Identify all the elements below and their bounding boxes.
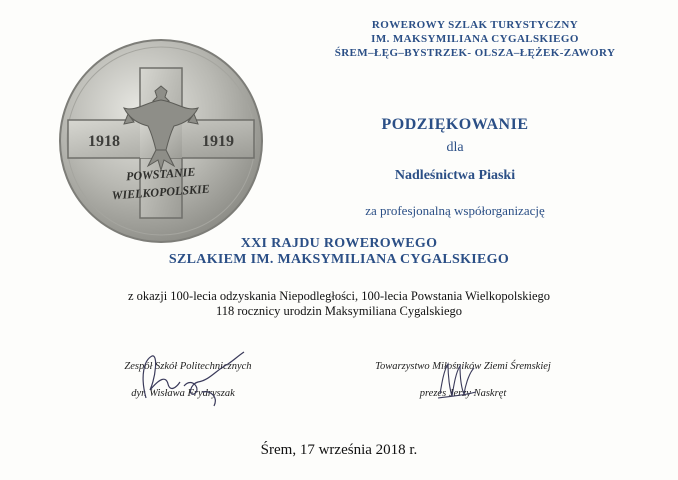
left-handwritten-signature [132, 346, 252, 412]
occasion-text [40, 289, 638, 319]
header-line-1: ROWEROWY SZLAK TURYSTYCZNY [371, 19, 579, 31]
left-signatory-org: Zespół Szkół Politechnicznych [124, 361, 252, 372]
right-signatory-name: prezes Jerzy Naskręt [419, 388, 507, 399]
right-handwritten-signature [434, 356, 480, 404]
trail-header [300, 18, 650, 60]
medal-year-right: 1919 [202, 133, 234, 150]
event-line-1: XXI RAJDU ROWEROWEGO [240, 236, 438, 251]
medal-inscription-line2: WIELKOPOLSKIE [111, 181, 211, 203]
right-signatory-org: Towarzystwo Miłośników Ziemi Śremskiej [375, 361, 551, 372]
event-line-2: SZLAKIEM IM. MAKSYMILIANA CYGALSKIEGO [168, 252, 510, 267]
recipient-name: Nadleśnictwa Piaski [394, 168, 516, 183]
for-word: dla [446, 140, 464, 155]
commemorative-medal [58, 38, 264, 244]
occasion-line-1: z okazji 100-lecia odzyskania Niepodległości, 100-lecia Powstania Wielkopolskiego [127, 289, 551, 303]
event-name [100, 236, 578, 268]
header-line-2: IM. MAKSYMILIANA CYGALSKIEGO [371, 33, 579, 45]
purpose-text: za profesjonalną współorganizację [365, 203, 545, 218]
issue-date: Śrem, 17 września 2018 r. [260, 442, 418, 458]
header-line-3: ŚREM–ŁĘG–BYSTRZEK- OLSZA–ŁĘŻEK-ZAWORY [334, 47, 616, 59]
left-signatory-name: dyr. Wisława Frydryszak [131, 388, 235, 399]
occasion-line-2: 118 rocznicy urodzin Maksymiliana Cygalskiego [215, 304, 462, 318]
certificate-title: PODZIĘKOWANIE [381, 116, 529, 133]
medal-inscription-line1: POWSTANIE [125, 164, 196, 184]
medal-year-left: 1918 [88, 133, 120, 150]
